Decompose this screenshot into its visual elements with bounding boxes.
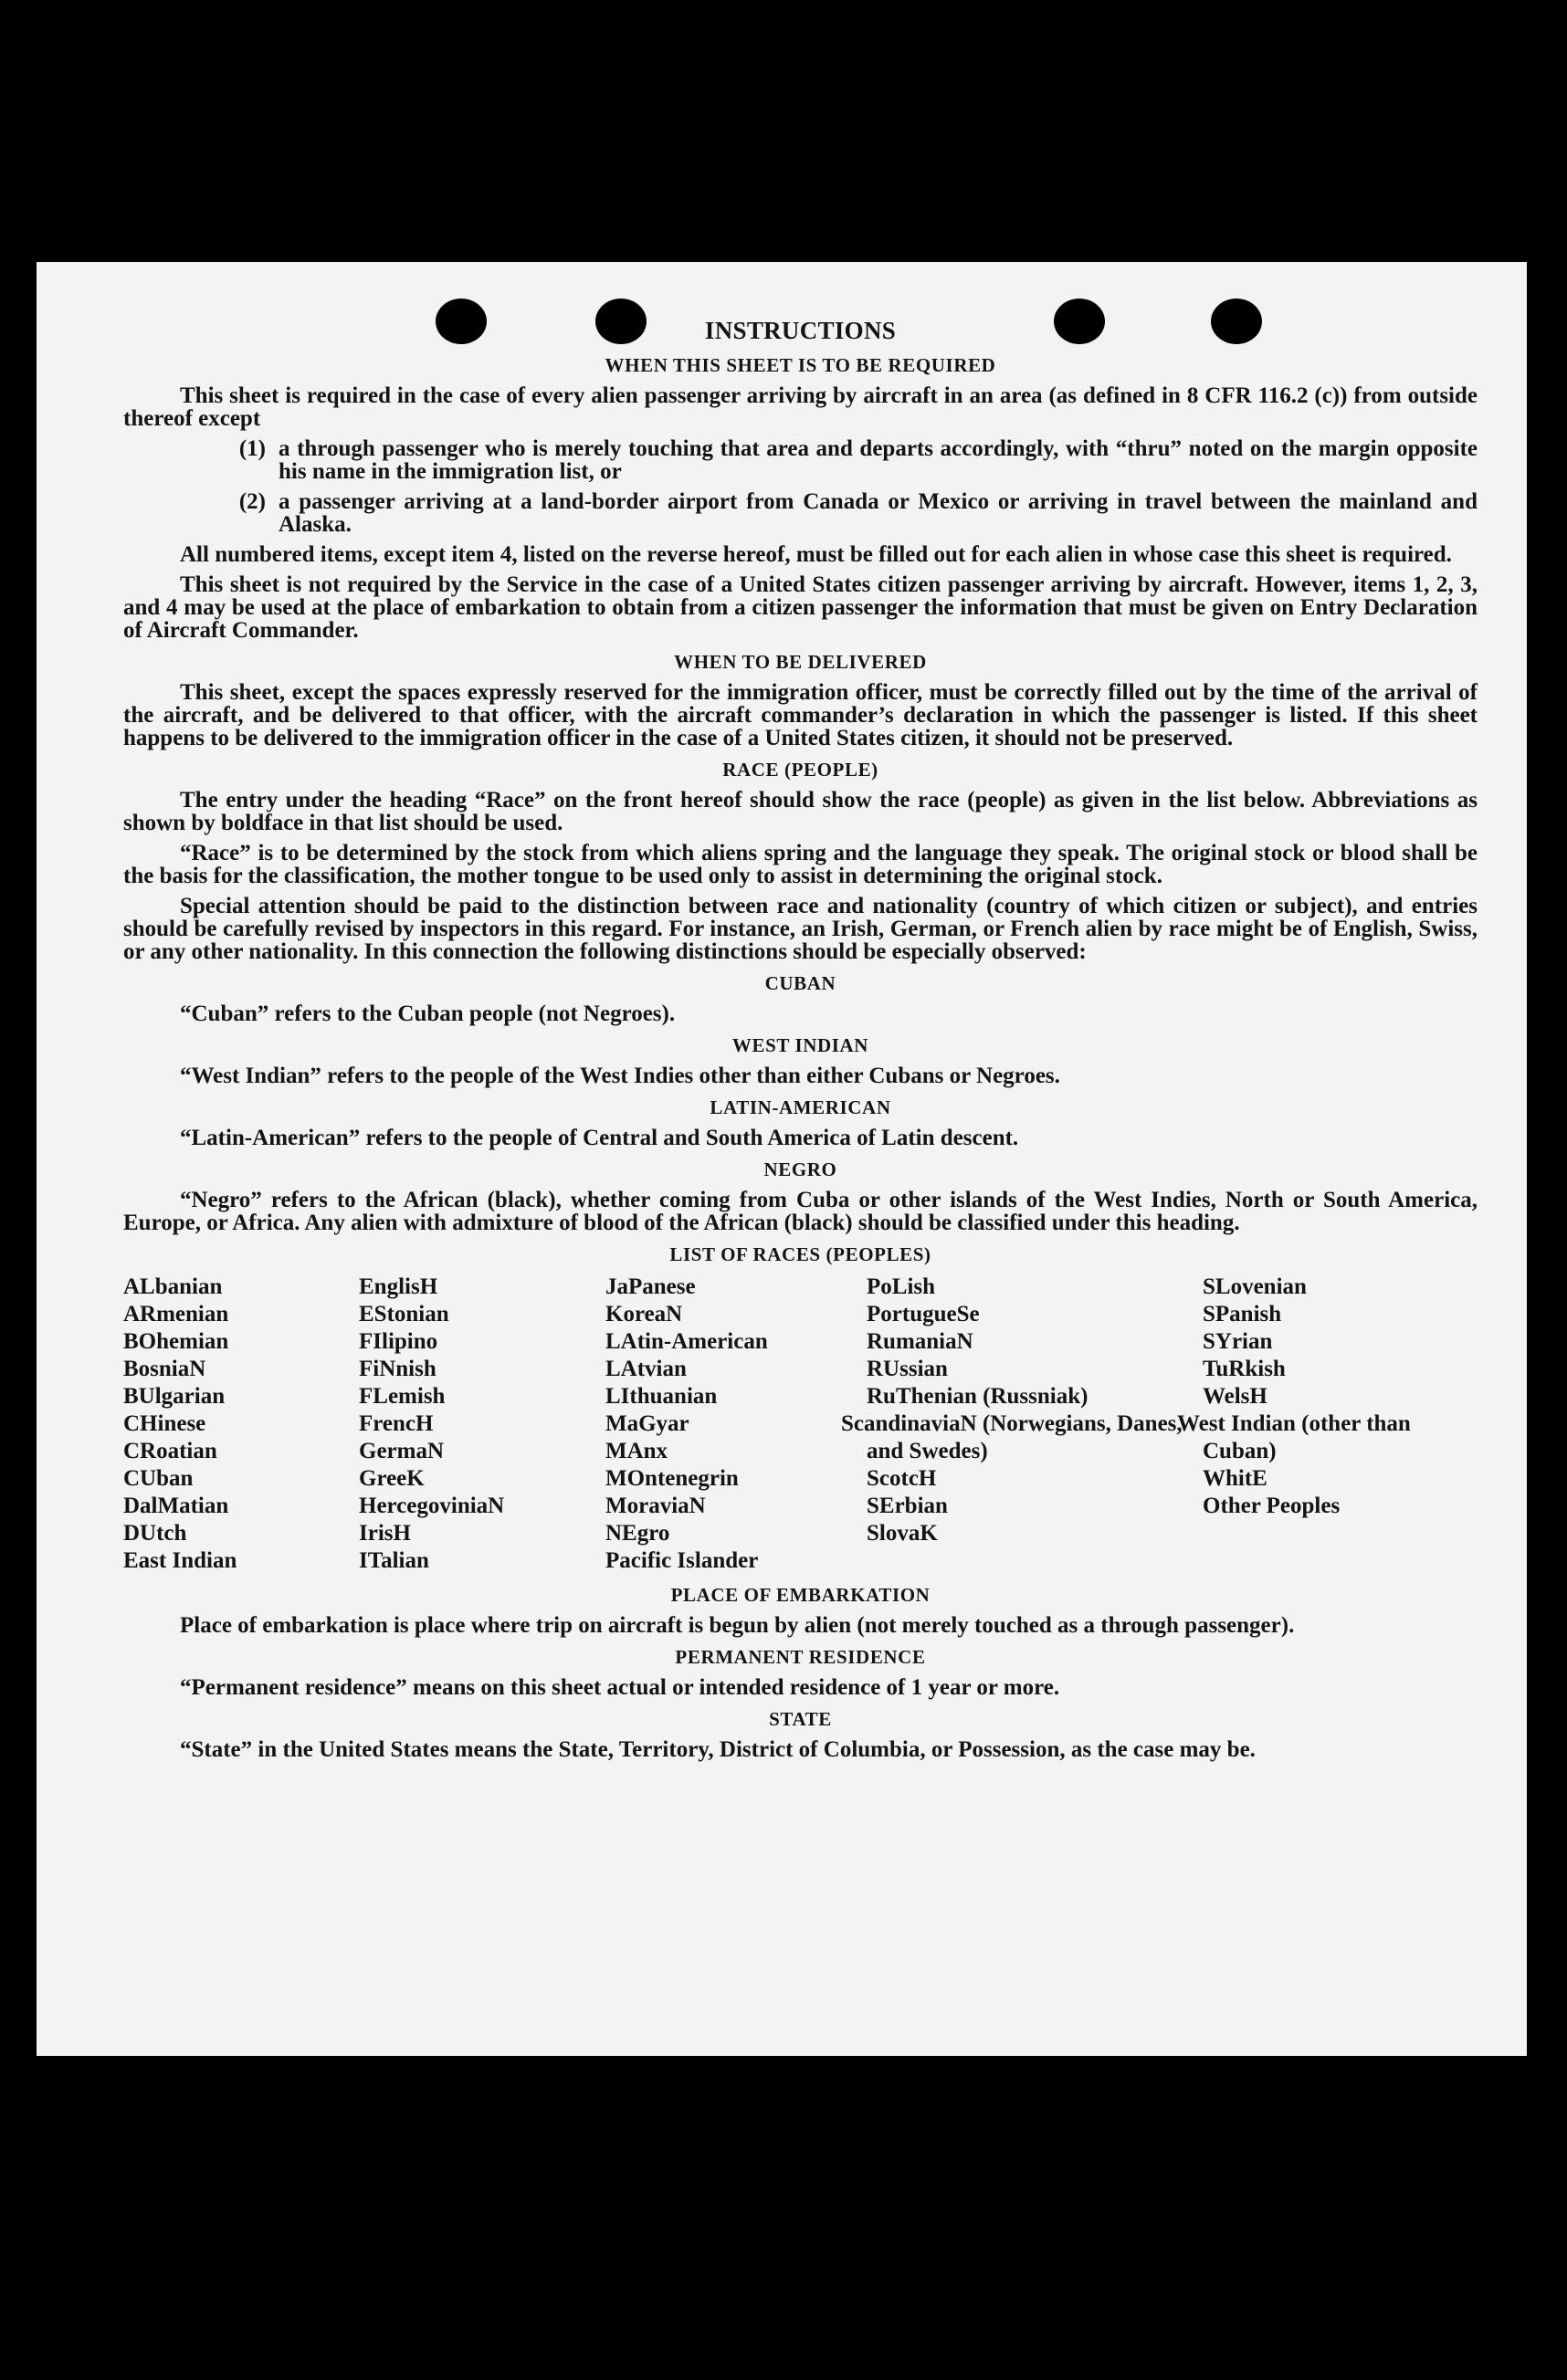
heading-when-delivered: WHEN TO BE DELIVERED: [674, 651, 927, 673]
race-entry: RumaniaN: [867, 1329, 973, 1354]
paragraph: “West Indian” refers to the people of the West Indies other than either Cubans or Negroes.: [180, 1064, 1060, 1088]
heading-negro: NEGRO: [763, 1159, 837, 1180]
paragraph: “Negro” refers to the African (black), whether coming from Cuba or other islands of the West Indies, North or South America, Europe, or Africa. Any alien with admixture of blood of the African (black) should be classified under this heading.: [123, 1188, 1478, 1235]
race-entry: IrisH: [359, 1521, 411, 1546]
heading-latin-american: LATIN-AMERICAN: [710, 1096, 891, 1118]
race-entry: GreeK: [359, 1466, 425, 1491]
race-entry: Other Peoples: [1203, 1494, 1341, 1518]
race-entry: East Indian: [123, 1548, 237, 1573]
race-entry: LIthuanian: [605, 1384, 718, 1409]
race-entry: ITalian: [359, 1548, 429, 1573]
races-column: [123, 1274, 359, 1575]
paragraph: “Latin-American” refers to the people of Central and South America of Latin descent.: [180, 1126, 1019, 1150]
race-entry: SLovenian: [1203, 1274, 1307, 1299]
paragraph: The entry under the heading “Race” on the front hereof should show the race (people) as given in the list below. Abbreviations as shown by boldface in that list should be used.: [123, 788, 1478, 835]
item-text: a through passenger who is merely touching that area and departs accordingly, with “thru” noted on the margin opposite his name in the immigration list, or: [279, 436, 1478, 484]
race-entry: ALbanian: [123, 1274, 223, 1299]
race-entry: BosniaN: [123, 1357, 206, 1381]
paragraph: “State” in the United States means the State, Territory, District of Columbia, or Possession, as the case may be.: [180, 1737, 1256, 1762]
race-entry: EnglisH: [359, 1274, 438, 1299]
heading-west-indian: WEST INDIAN: [731, 1034, 869, 1056]
race-entry: CRoatian: [123, 1439, 217, 1463]
race-entry: MOntenegrin: [605, 1466, 739, 1491]
race-entry: West Indian (other than Cuban): [1177, 1411, 1411, 1463]
paragraph: This sheet, except the spaces expressly reserved for the immigration officer, must be correctly filled out by the time of the arrival of the aircraft, and be delivered to that officer, with the aircraft commander’s declaration in which the passenger is listed. If this sheet happens to be delivered to the immigration officer in the case of a United States citizen, it should not be preserved.: [123, 680, 1478, 750]
race-entry: CHinese: [123, 1411, 206, 1436]
race-entry: SYrian: [1203, 1329, 1273, 1354]
item-number: (1): [238, 436, 266, 461]
paragraph: This sheet is required in the case of every alien passenger arriving by aircraft in an area (as defined in 8 CFR 116.2 (c)) from outside thereof except: [123, 383, 1478, 431]
race-entry: TuRkish: [1203, 1357, 1286, 1381]
paragraph: All numbered items, except item 4, listed on the reverse hereof, must be filled out for each alien in whose case this sheet is required.: [180, 542, 1452, 567]
paragraph: This sheet is not required by the Service in the case of a United States citizen passenger arriving by aircraft. However, items 1, 2, 3, and 4 may be used at the place of embarkation to obtain from a citizen passenger the information that must be given on Entry Declaration of Aircraft Commander.: [123, 572, 1478, 643]
paragraph: “Permanent residence” means on this sheet actual or intended residence of 1 year or more.: [180, 1675, 1060, 1700]
races-column: [359, 1274, 605, 1575]
race-entry: MoraviaN: [605, 1494, 706, 1518]
race-entry: SlovaK: [867, 1521, 938, 1546]
race-entry: BOhemian: [123, 1329, 229, 1354]
races-column: [1177, 1274, 1477, 1575]
race-entry: BUlgarian: [123, 1384, 226, 1409]
race-entry: SErbian: [867, 1494, 948, 1518]
page-title: INSTRUCTIONS: [704, 317, 897, 344]
race-entry: PoLish: [867, 1274, 936, 1299]
race-entry: Pacific Islander: [605, 1548, 759, 1573]
document-page: [37, 262, 1527, 2056]
race-entry: RUssian: [867, 1357, 948, 1381]
race-entry: LAtvian: [605, 1357, 687, 1381]
heading-list-of-races: LIST OF RACES (PEOPLES): [669, 1243, 931, 1265]
race-entry: ScotcH: [867, 1466, 937, 1491]
list-item: [123, 490, 1478, 536]
race-entry: FiNnish: [359, 1357, 436, 1381]
race-entry: ARmenian: [123, 1302, 229, 1326]
item-text: a passenger arriving at a land-border airport from Canada or Mexico or arriving in travel between the mainland and Alaska.: [279, 489, 1478, 537]
item-number: (2): [238, 489, 266, 514]
race-entry: CUban: [123, 1466, 194, 1491]
race-entry: LAtin-American: [605, 1329, 768, 1354]
race-entry: DUtch: [123, 1521, 187, 1546]
heading-place-of-embarkation: PLACE OF EMBARKATION: [670, 1584, 931, 1606]
heading-race: RACE (PEOPLE): [722, 759, 878, 781]
race-entry: MAnx: [605, 1439, 668, 1463]
race-entry: GermaN: [359, 1439, 445, 1463]
race-entry: FrencH: [359, 1411, 434, 1436]
race-entry: ScandinaviaN (Norwegians, Danes, and Swedes): [841, 1411, 1183, 1463]
race-entry: PortugueSe: [867, 1302, 980, 1326]
paragraph: “Cuban” refers to the Cuban people (not Negroes).: [180, 1001, 676, 1026]
race-entry: SPanish: [1203, 1302, 1282, 1326]
race-entry: FLemish: [359, 1384, 446, 1409]
paragraph: “Race” is to be determined by the stock from which aliens spring and the language they speak. The original stock or blood shall be the basis for the classification, the mother tongue to be used only to assist in determining the original stock.: [123, 841, 1478, 888]
race-entry: WelsH: [1203, 1384, 1267, 1409]
instructions-content: [123, 317, 1478, 1768]
paragraph: Special attention should be paid to the distinction between race and nationality (country of which citizen or subject), and entries should be carefully revised by inspectors in this regard. For instance, an Irish, German, or French alien by race might be of English, Swiss, or any other nationality. In this connection the following distinctions should be especially observed:: [123, 894, 1478, 964]
race-entry: MaGyar: [605, 1411, 689, 1436]
heading-cuban: CUBAN: [764, 972, 836, 994]
races-column: [841, 1274, 1203, 1575]
paragraph: Place of embarkation is place where trip on aircraft is begun by alien (not merely touched as a through passenger).: [180, 1613, 1295, 1638]
race-entry: DalMatian: [123, 1494, 229, 1518]
race-entry: FIlipino: [359, 1329, 438, 1354]
race-entry: RuThenian (Russniak): [867, 1384, 1088, 1409]
list-item: [123, 437, 1478, 483]
heading-when-required: WHEN THIS SHEET IS TO BE REQUIRED: [605, 354, 996, 376]
race-entry: EStonian: [359, 1302, 449, 1326]
race-entry: KoreaN: [605, 1302, 683, 1326]
race-entry: JaPanese: [605, 1274, 696, 1299]
races-table: [123, 1274, 1478, 1575]
race-entry: WhitE: [1203, 1466, 1267, 1491]
heading-permanent-residence: PERMANENT RESIDENCE: [675, 1646, 926, 1668]
race-entry: HercegoviniaN: [359, 1494, 505, 1518]
races-column: [605, 1274, 867, 1575]
race-entry: NEgro: [605, 1521, 670, 1546]
heading-state: STATE: [769, 1708, 832, 1730]
